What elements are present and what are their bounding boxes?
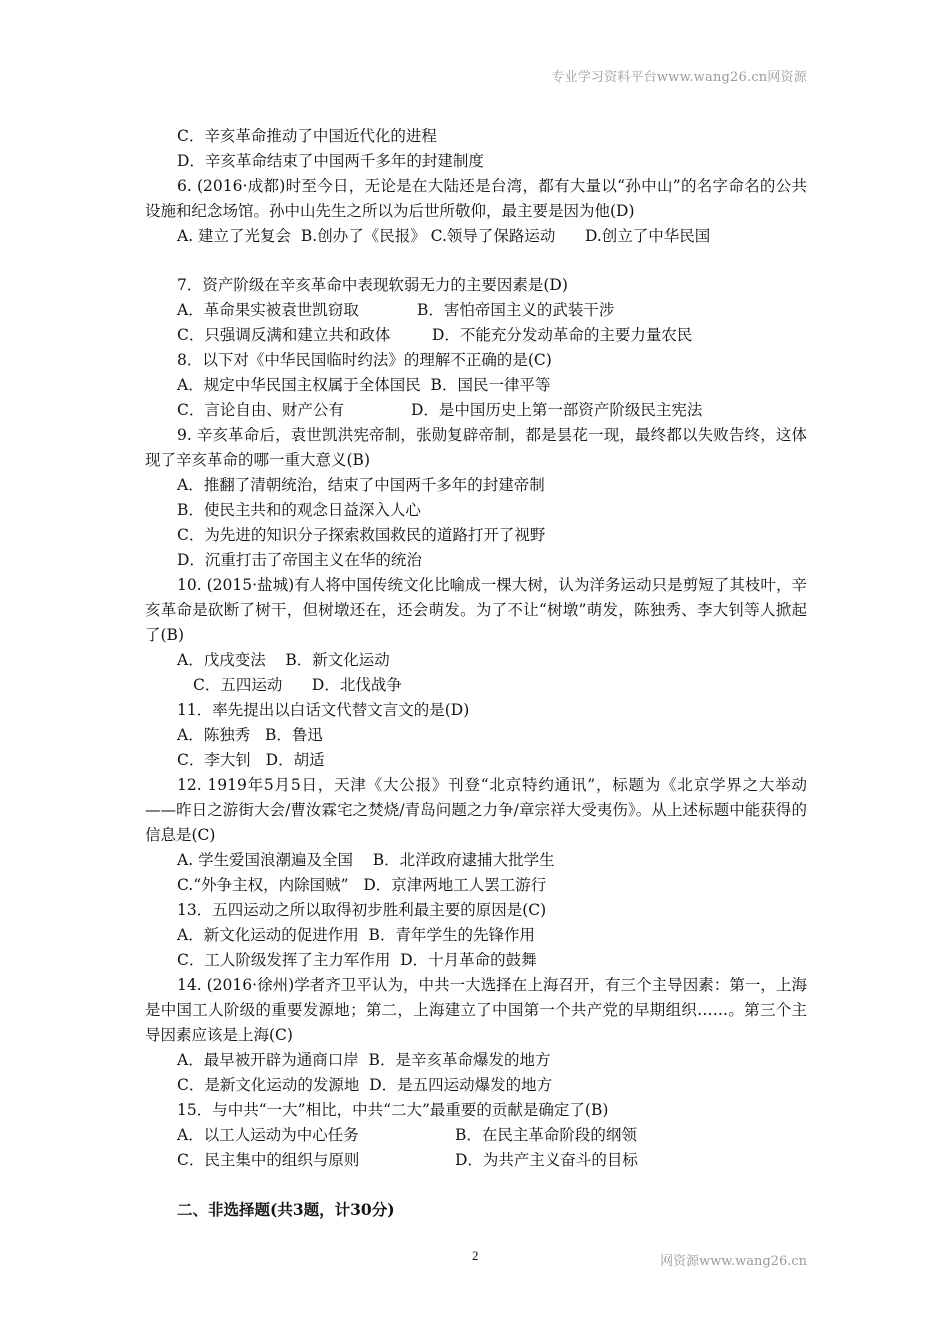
question-14: 14. (2016·徐州)学者齐卫平认为，中共一大选择在上海召开，有三个主导因素：第一，上海是中国工人阶级的重要发源地；第二，上海建立了中国第一个共产党的早期组织……。第三个主导因素应该是上海(C): [145, 976, 807, 1044]
question-9: 9. 辛亥革命后，袁世凯洪宪帝制，张勋复辟帝制，都是昙花一现，最终都以失败告终，这体现了辛亥革命的哪一重大意义(B): [145, 426, 807, 469]
page-footer: 网资源www.wang26.cn: [660, 1254, 807, 1269]
question-13-options-ab: A．新文化运动的促进作用 B．青年学生的先锋作用: [177, 926, 535, 944]
option-b: B．害怕帝国主义的武装干涉: [417, 301, 615, 319]
question-11: 11．率先提出以白话文代替文言文的是(D): [177, 701, 470, 719]
question-7: 7．资产阶级在辛亥革命中表现软弱无力的主要因素是(D): [177, 276, 568, 294]
question-11-options-cd: C．李大钊 D．胡适: [177, 751, 325, 769]
question-6-options: A. 建立了光复会 B.创办了《民报》 C.领导了保路运动 D.创立了中华民国: [177, 227, 711, 245]
question-15: 15．与中共“一大”相比，中共“二大”最重要的贡献是确定了(B): [177, 1101, 609, 1119]
question-6: 6. (2016·成都)时至今日，无论是在大陆还是台湾，都有大量以“孙中山”的名字命名的公共设施和纪念场馆。孙中山先生之所以为后世所敬仰，最主要是因为他(D): [145, 177, 807, 220]
question-7-options-cd: [145, 323, 807, 348]
option-a: A．以工人运动为中心任务: [177, 1126, 359, 1144]
option-a: A．革命果实被袁世凯窃取: [177, 301, 359, 319]
question-10-options-ab: A．戊戌变法 B．新文化运动: [177, 651, 390, 669]
question-12-options-cd: C.“外争主权，内除国贼” D．京津两地工人罢工游行: [177, 876, 547, 894]
question-11-options-ab: A．陈独秀 B．鲁迅: [177, 726, 323, 744]
question-10: 10. (2015·盐城)有人将中国传统文化比喻成一棵大树，认为洋务运动只是剪短了其枝叶，辛亥革命是砍断了树干，但树墩还在，还会萌发。为了不让“树墩”萌发，陈独秀、李大钊等人掀起了(B): [145, 576, 807, 644]
option-d: D．为共产主义奋斗的目标: [455, 1151, 638, 1169]
option-c: C．言论自由、财产公有: [177, 401, 344, 419]
option-line: C．辛亥革命推动了中国近代化的进程: [177, 127, 437, 145]
question-13: 13．五四运动之所以取得初步胜利最主要的原因是(C): [177, 901, 547, 919]
option-b: B．在民主革命阶段的纲领: [455, 1126, 637, 1144]
option-line: D．辛亥革命结束了中国两千多年的封建制度: [177, 152, 484, 170]
question-15-options-ab: [145, 1123, 807, 1148]
option-c: C．只强调反满和建立共和政体: [177, 326, 391, 344]
question-14-options-ab: A．最早被开辟为通商口岸 B．是辛亥革命爆发的地方: [177, 1051, 551, 1069]
question-8: 8．以下对《中华民国临时约法》的理解不正确的是(C): [177, 351, 552, 369]
section-heading: 二、非选择题(共3题，计30分): [177, 1200, 395, 1219]
page-header: 专业学习资料平台www.wang26.cn网资源: [551, 70, 807, 85]
option-d: D．是中国历史上第一部资产阶级民主宪法: [411, 401, 703, 419]
option-d: D．不能充分发动革命的主要力量农民: [432, 326, 693, 344]
document-body: [145, 124, 807, 1222]
option-a: A．推翻了清朝统治，结束了中国两千多年的封建帝制: [177, 476, 545, 494]
question-7-options-ab: [145, 298, 807, 323]
question-13-options-cd: C．工人阶级发挥了主力军作用 D．十月革命的鼓舞: [177, 951, 537, 969]
option-c: C．民主集中的组织与原则: [177, 1151, 360, 1169]
question-14-options-cd: C．是新文化运动的发源地 D．是五四运动爆发的地方: [177, 1076, 553, 1094]
question-8-options-ab: A．规定中华民国主权属于全体国民 B．国民一律平等: [177, 376, 551, 394]
question-15-options-cd: [145, 1148, 807, 1173]
question-10-options-cd: C．五四运动 D．北伐战争: [193, 676, 402, 694]
question-12-options-ab: A. 学生爱国浪潮遍及全国 B．北洋政府逮捕大批学生: [177, 851, 555, 869]
option-d: D．沉重打击了帝国主义在华的统治: [177, 551, 422, 569]
page-number: 2: [472, 1248, 479, 1263]
question-12: 12. 1919年5月5日，天津《大公报》刊登“北京特约通讯”，标题为《北京学界之大举动——昨日之游街大会/曹汝霖宅之焚烧/青岛问题之力争/章宗祥大受夷伤》。从上述标题中能获得的信息是(C): [145, 776, 807, 844]
option-b: B．使民主共和的观念日益深入人心: [177, 501, 421, 519]
option-c: C．为先进的知识分子探索救国救民的道路打开了视野: [177, 526, 546, 544]
question-8-options-cd: [145, 398, 807, 423]
